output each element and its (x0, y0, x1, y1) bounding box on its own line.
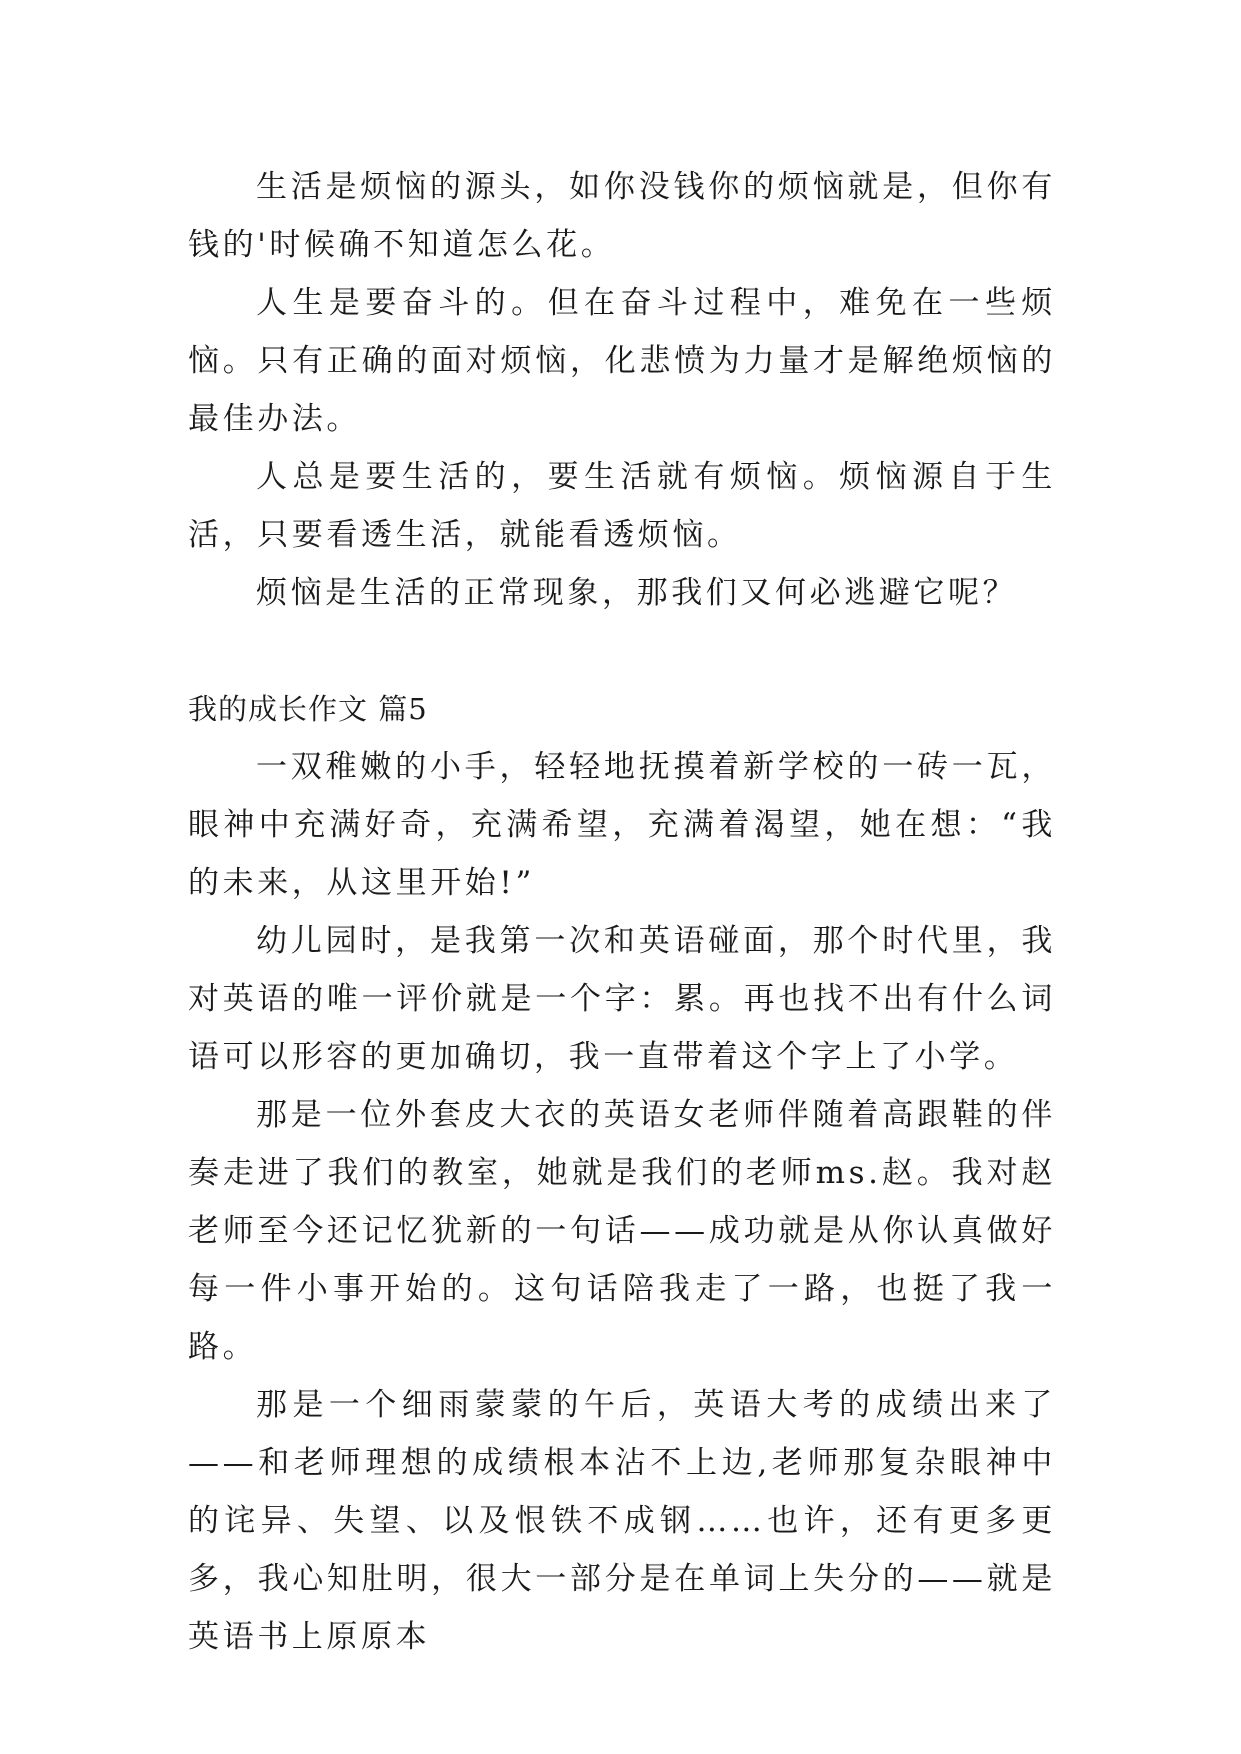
paragraph-teacher-zhao: 那是一位外套皮大衣的英语女老师伴随着高跟鞋的伴奏走进了我们的教室，她就是我们的老师ms.赵。我对赵老师至今还记忆犹新的一句话——成功就是从你认真做好每一件小事开始的。这句话陪我走了一路，也挺了我一路。 (188, 1097, 1056, 1365)
paragraph-troubles-source: 生活是烦恼的源头，如你没钱你的烦恼就是，但你有钱的'时候确不知道怎么花。 (188, 169, 1056, 263)
essay-heading: 我的成长作文 篇5 (188, 692, 428, 726)
paragraph-exam-afternoon: 那是一个细雨蒙蒙的午后，英语大考的成绩出来了——和老师理想的成绩根本沾不上边,老师那复杂眼神中的诧异、失望、以及恨铁不成钢……也许，还有更多更多，我心知肚明，很大一部分是在单词上失分的——就是英语书上原原本 (188, 1387, 1056, 1655)
paragraph-normal-phenomenon: 烦恼是生活的正常现象，那我们又何必逃避它呢？ (256, 575, 1018, 611)
paragraph-life-troubles: 人总是要生活的，要生活就有烦恼。烦恼源自于生活，只要看透生活，就能看透烦恼。 (188, 459, 1056, 553)
paragraph-struggle: 人生是要奋斗的。但在奋斗过程中，难免在一些烦恼。只有正确的面对烦恼，化悲愤为力量才是解绝烦恼的最佳办法。 (188, 285, 1056, 437)
paragraph-new-school: 一双稚嫩的小手，轻轻地抚摸着新学校的一砖一瓦，眼神中充满好奇，充满希望，充满着渴望，她在想：“我的未来，从这里开始!” (188, 749, 1056, 901)
document-page (188, 158, 1056, 1666)
paragraph-kindergarten: 幼儿园时，是我第一次和英语碰面，那个时代里，我对英语的唯一评价就是一个字：累。再也找不出有什么词语可以形容的更加确切，我一直带着这个字上了小学。 (188, 923, 1056, 1075)
section-spacer (188, 622, 1056, 680)
